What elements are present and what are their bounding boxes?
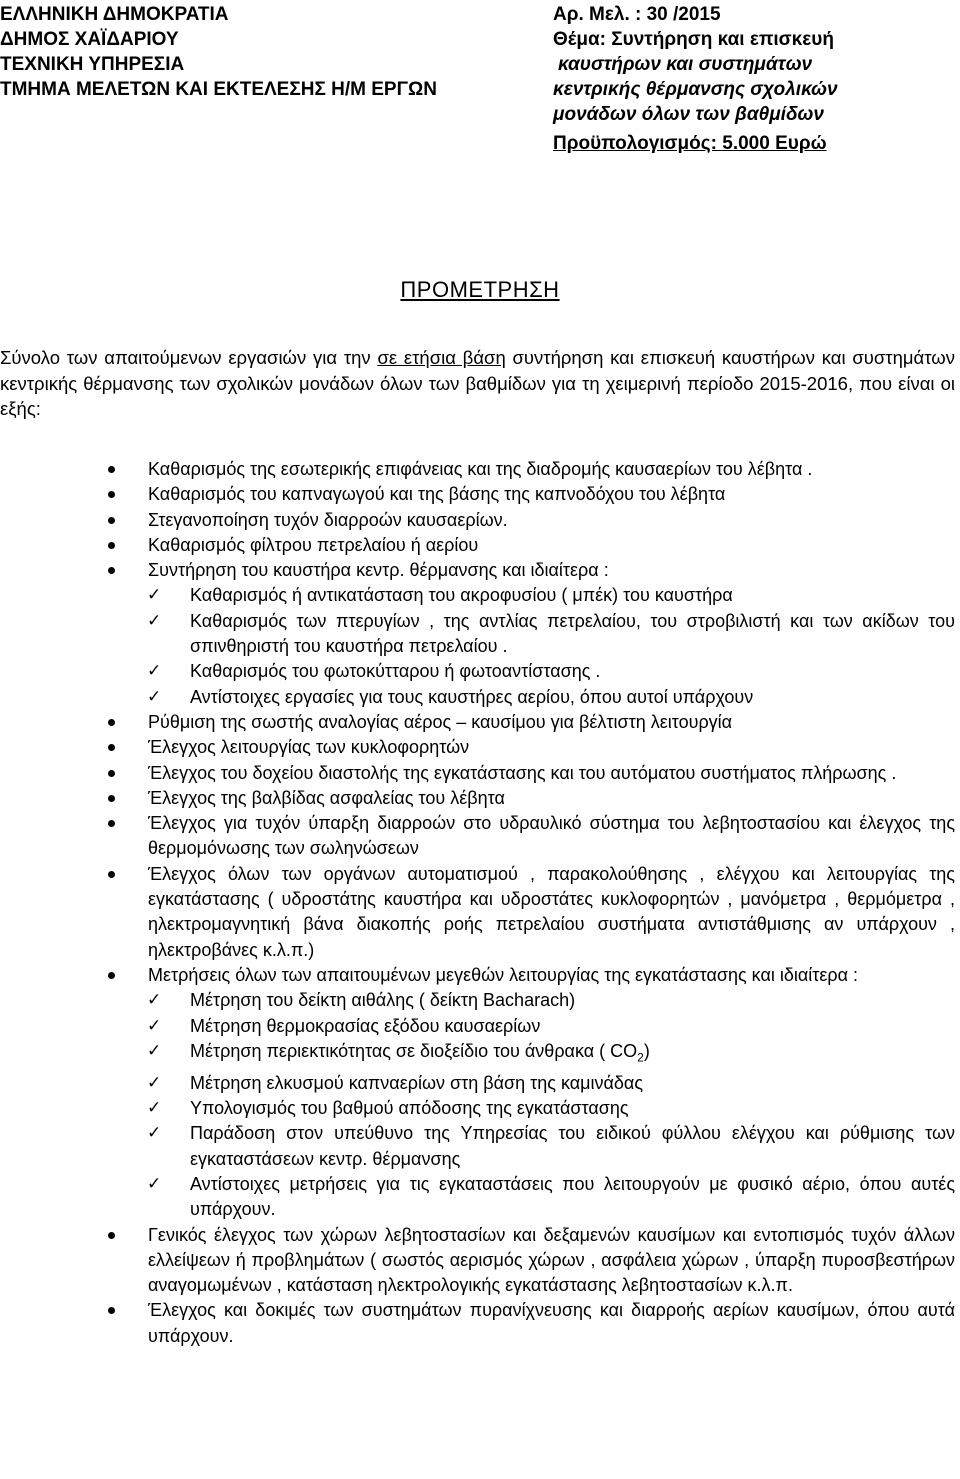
bullet-item: Έλεγχος και δοκιμές των συστημάτων πυρανίχνευσης και διαρροής αερίων καυσίμων, όπου αυτά υπάρχουν. (0, 1298, 955, 1349)
header-department: ΤΜΗΜΑ ΜΕΛΕΤΩΝ ΚΑΙ ΕΚΤΕΛΕΣΗΣ Η/Μ ΕΡΓΩΝ (0, 79, 437, 100)
subject-line-4: μονάδων όλων των βαθμίδων (553, 104, 824, 125)
intro-text-start: Σύνολο των απαιτούμενων εργασιών για την (0, 347, 378, 368)
intro-paragraph (0, 345, 955, 422)
header-municipality: ΔΗΜΟΣ ΧΑΪΔΑΡΙΟΥ (0, 29, 179, 50)
co2-text: Μέτρηση περιεκτικότητας σε διοξείδιο του άνθρακα ( CO (190, 1040, 638, 1061)
bullet-item: Στεγανοποίηση τυχόν διαρροών καυσαερίων. (0, 508, 955, 533)
document-header (0, 0, 960, 170)
check-item: ✓ Μέτρηση του δείκτη αιθάλης ( δείκτη Bacharach) (0, 988, 955, 1013)
bullet-item: Συντήρηση του καυστήρα κεντρ. θέρμανσης και ιδιαίτερα : (0, 558, 955, 583)
bullet-item: Καθαρισμός φίλτρου πετρελαίου ή αερίου (0, 533, 955, 558)
bullet-item: Καθαρισμός του καπναγωγού και της βάσης της καπνοδόχου του λέβητα (0, 482, 955, 507)
bullet-item: Έλεγχος όλων των οργάνων αυτοματισμού , παρακολούθησης , ελέγχου και λειτουργίας της εγκατάστασης ( υδροστάτης καυστήρα και υδροστάτες κυκλοφορητών , μανόμετρα , θερμόμετρα , ηλεκτρομαγνητική βάνα διακοπής ροής πετρελαίου συστήματα αντιστάθμισης αν υπάρχουν , ηλεκτροβάνες κ.λ.π.) (0, 862, 955, 963)
bullet-item: Έλεγχος του δοχείου διαστολής της εγκατάστασης και του αυτόματου συστήματος πλήρωσης . (0, 761, 955, 786)
study-number: Αρ. Μελ. : 30 /2015 (553, 4, 721, 25)
check-item: ✓ Καθαρισμός ή αντικατάσταση του ακροφυσίου ( μπέκ) του καυστήρα (0, 583, 955, 608)
check-item: ✓ Καθαρισμός του φωτοκύτταρου ή φωτοαντίστασης . (0, 659, 955, 684)
co2-subscript: 2 (637, 1050, 644, 1065)
bullet-item: Έλεγχος για τυχόν ύπαρξη διαρροών στο υδραυλικό σύστημα του λεβητοστασίου και έλεγχος της θερμομόνωσης των σωληνώσεων (0, 811, 955, 862)
subject-line-1: Θέμα: Συντήρηση και επισκευή (553, 29, 834, 50)
page-title: ΠΡΟΜΕΤΡΗΣΗ (400, 277, 560, 302)
check-item: ✓ Αντίστοιχες εργασίες για τους καυστήρες αερίου, όπου αυτοί υπάρχουν (0, 685, 955, 710)
check-item: ✓ Μέτρηση ελκυσμού καπναερίων στη βάση της καμινάδας (0, 1071, 955, 1096)
intro-text-end: συντήρηση και επισκευή καυστήρων και συστημάτων κεντρικής θέρμανσης των σχολικών μονάδων όλων των βαθμίδων για τη χειμερινή περίοδο 2015-2016, που είναι οι εξής: (0, 347, 955, 419)
header-service: ΤΕΧΝΙΚΗ ΥΠΗΡΕΣΙΑ (0, 54, 185, 75)
budget: Προϋπολογισμός: 5.000 Ευρώ (553, 133, 827, 154)
bullet-item: Ρύθμιση της σωστής αναλογίας αέρος – καυσίμου για βέλτιστη λειτουργία (0, 710, 955, 735)
header-country: ΕΛΛΗΝΙΚΗ ΔΗΜΟΚΡΑΤΙΑ (0, 4, 229, 25)
subject-line-3: κεντρικής θέρμανσης σχολικών (553, 79, 838, 100)
check-item: ✓ Μέτρηση θερμοκρασίας εξόδου καυσαερίων (0, 1014, 955, 1039)
intro-underlined: σε ετήσια βάση (377, 347, 506, 368)
bullet-item: Γενικός έλεγχος των χώρων λεβητοστασίων και δεξαμενών καυσίμων και εντοπισμός τυχόν άλλων ελλείψεων ή προβλημάτων ( σωστός αερισμός χώρων , ασφάλεια χώρων , ύπαρξη πυροσβεστήρων αναγομωμένων , κατάσταση ηλεκτρολογικής εγκατάστασης λεβητοστασίων κ.λ.π. (0, 1223, 955, 1299)
co2-close: ) (643, 1040, 650, 1061)
tasks-list (0, 457, 955, 1349)
check-item: ✓ Καθαρισμός των πτερυγίων , της αντλίας πετρελαίου, του στροβιλιστή και των ακίδων του σπινθηριστή του καυστήρα πετρελαίου . (0, 609, 955, 660)
check-item: ✓ Αντίστοιχες μετρήσεις για τις εγκαταστάσεις που λειτουργούν με φυσικό αέριο, όπου αυτές υπάρχουν. (0, 1172, 955, 1223)
bullet-item: Μετρήσεις όλων των απαιτουμένων μεγεθών λειτουργίας της εγκατάστασης και ιδιαίτερα : (0, 963, 955, 988)
bullet-item: Έλεγχος της βαλβίδας ασφαλείας του λέβητα (0, 786, 955, 811)
bullet-item: Έλεγχος λειτουργίας των κυκλοφορητών (0, 735, 955, 760)
bullet-item: Καθαρισμός της εσωτερικής επιφάνειας και της διαδρομής καυσαερίων του λέβητα . (0, 457, 955, 482)
subject-line-2: καυστήρων και συστημάτων (558, 54, 813, 75)
check-item (0, 1039, 955, 1071)
check-item: ✓ Υπολογισμός του βαθμού απόδοσης της εγκατάστασης (0, 1096, 955, 1121)
check-item: ✓ Παράδοση στον υπεύθυνο της Υπηρεσίας του ειδικού φύλλου ελέγχου και ρύθμισης των εγκαταστάσεων κεντρ. θέρμανσης (0, 1121, 955, 1172)
